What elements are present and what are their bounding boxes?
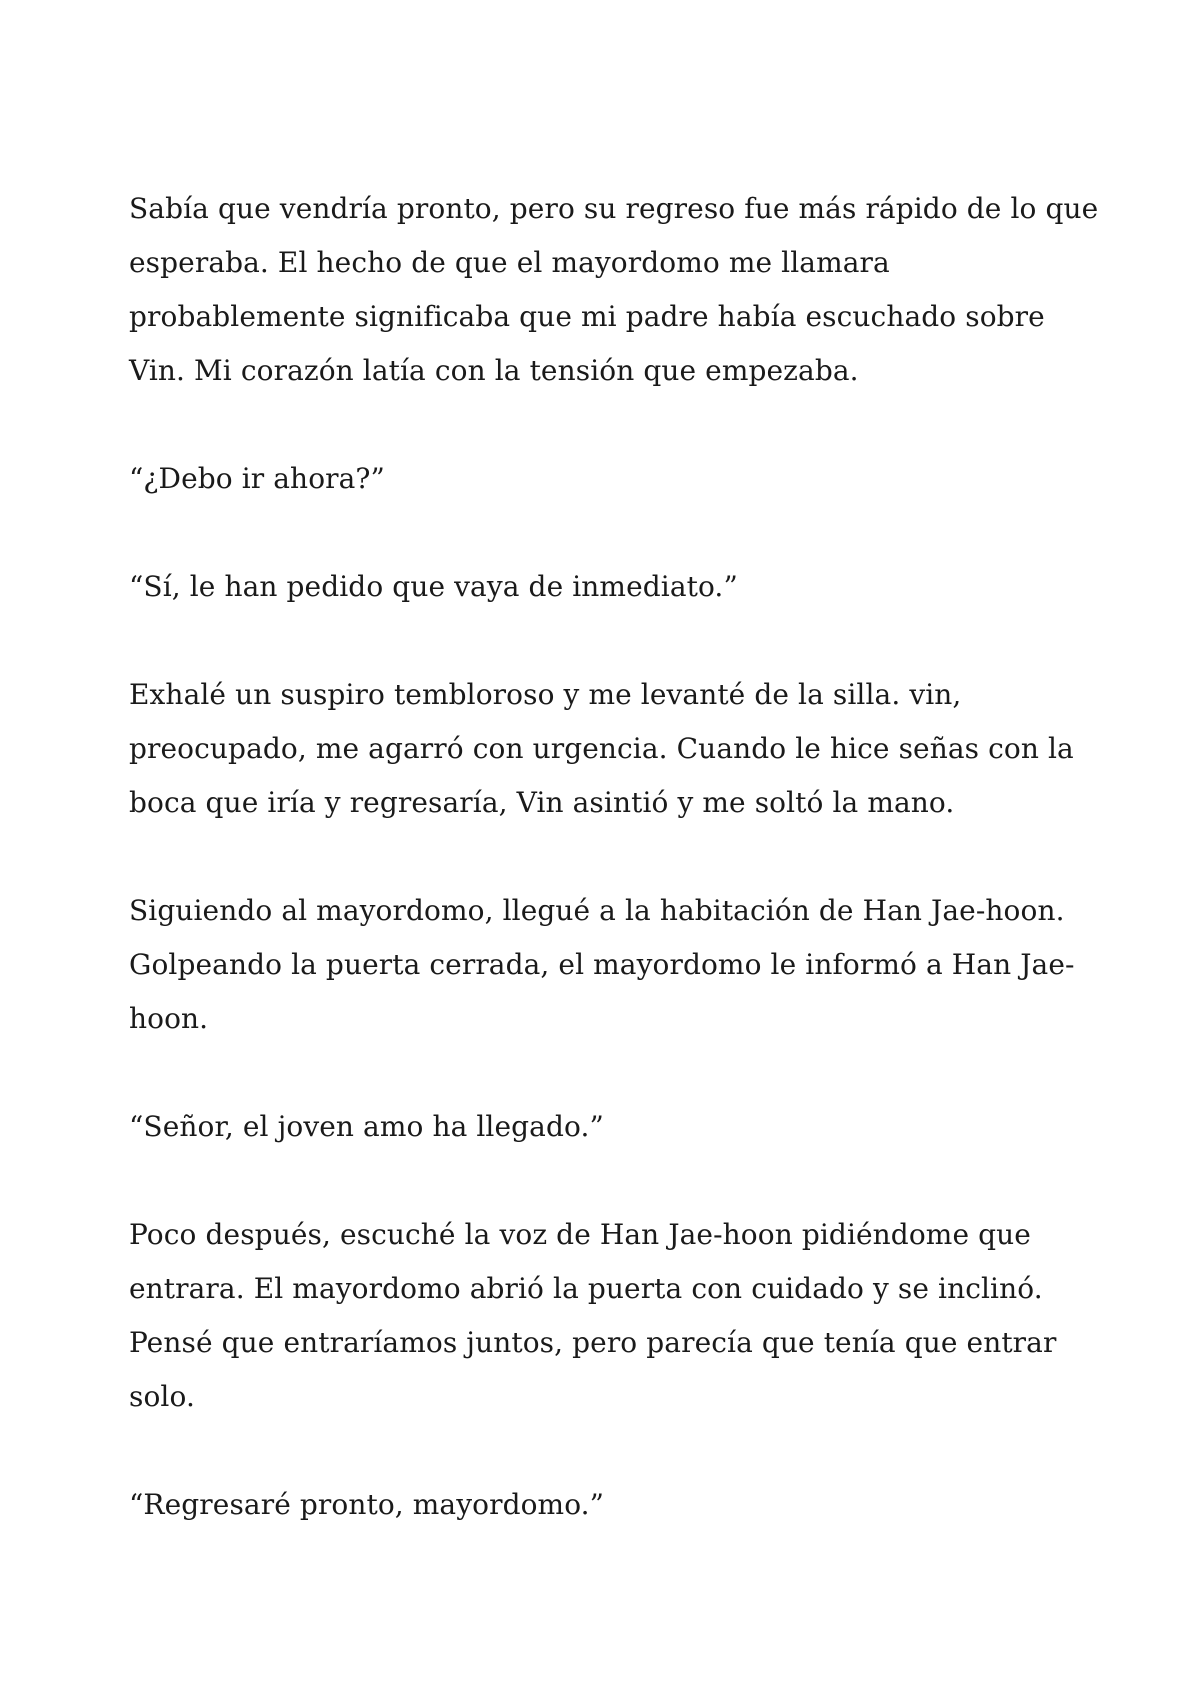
text-line: probablemente significaba que mi padre había escuchado sobre [129,300,1045,333]
text-line: boca que iría y regresaría, Vin asintió y me soltó la mano. [129,786,955,819]
text-line: solo. [129,1380,195,1413]
dialogue-1 [129,452,1079,506]
text-line: esperaba. El hecho de que el mayordomo me llamara [129,246,890,279]
text-line: Siguiendo al mayordomo, llegué a la habitación de Han Jae-hoon. [129,894,1065,927]
text-line: Golpeando la puerta cerrada, el mayordomo le informó a Han Jae- [129,948,1075,981]
text-line: “Señor, el joven amo ha llegado.” [129,1110,604,1143]
text-line: preocupado, me agarró con urgencia. Cuando le hice señas con la [129,732,1074,765]
text-line: Poco después, escuché la voz de Han Jae-hoon pidiéndome que [129,1218,1031,1251]
paragraph-1 [129,182,1099,398]
text-line: “Regresaré pronto, mayordomo.” [129,1488,605,1521]
dialogue-3 [129,1100,1079,1154]
text-line: Sabía que vendría pronto, pero su regreso fue más rápido de lo que [129,192,1099,225]
text-line: Pensé que entraríamos juntos, pero parecía que tenía que entrar [129,1326,1057,1359]
document-page [129,182,1099,1586]
text-line: entrara. El mayordomo abrió la puerta con cuidado y se inclinó. [129,1272,1043,1305]
text-line: Exhalé un suspiro tembloroso y me levanté de la silla. vin, [129,678,962,711]
dialogue-4 [129,1478,1079,1532]
text-line: Vin. Mi corazón latía con la tensión que empezaba. [129,354,859,387]
text-line: “¿Debo ir ahora?” [129,462,385,495]
text-line: “Sí, le han pedido que vaya de inmediato.” [129,570,738,603]
dialogue-2 [129,560,1079,614]
paragraph-2 [129,668,1079,830]
text-line: hoon. [129,1002,209,1035]
paragraph-3 [129,884,1079,1046]
paragraph-4 [129,1208,1079,1424]
